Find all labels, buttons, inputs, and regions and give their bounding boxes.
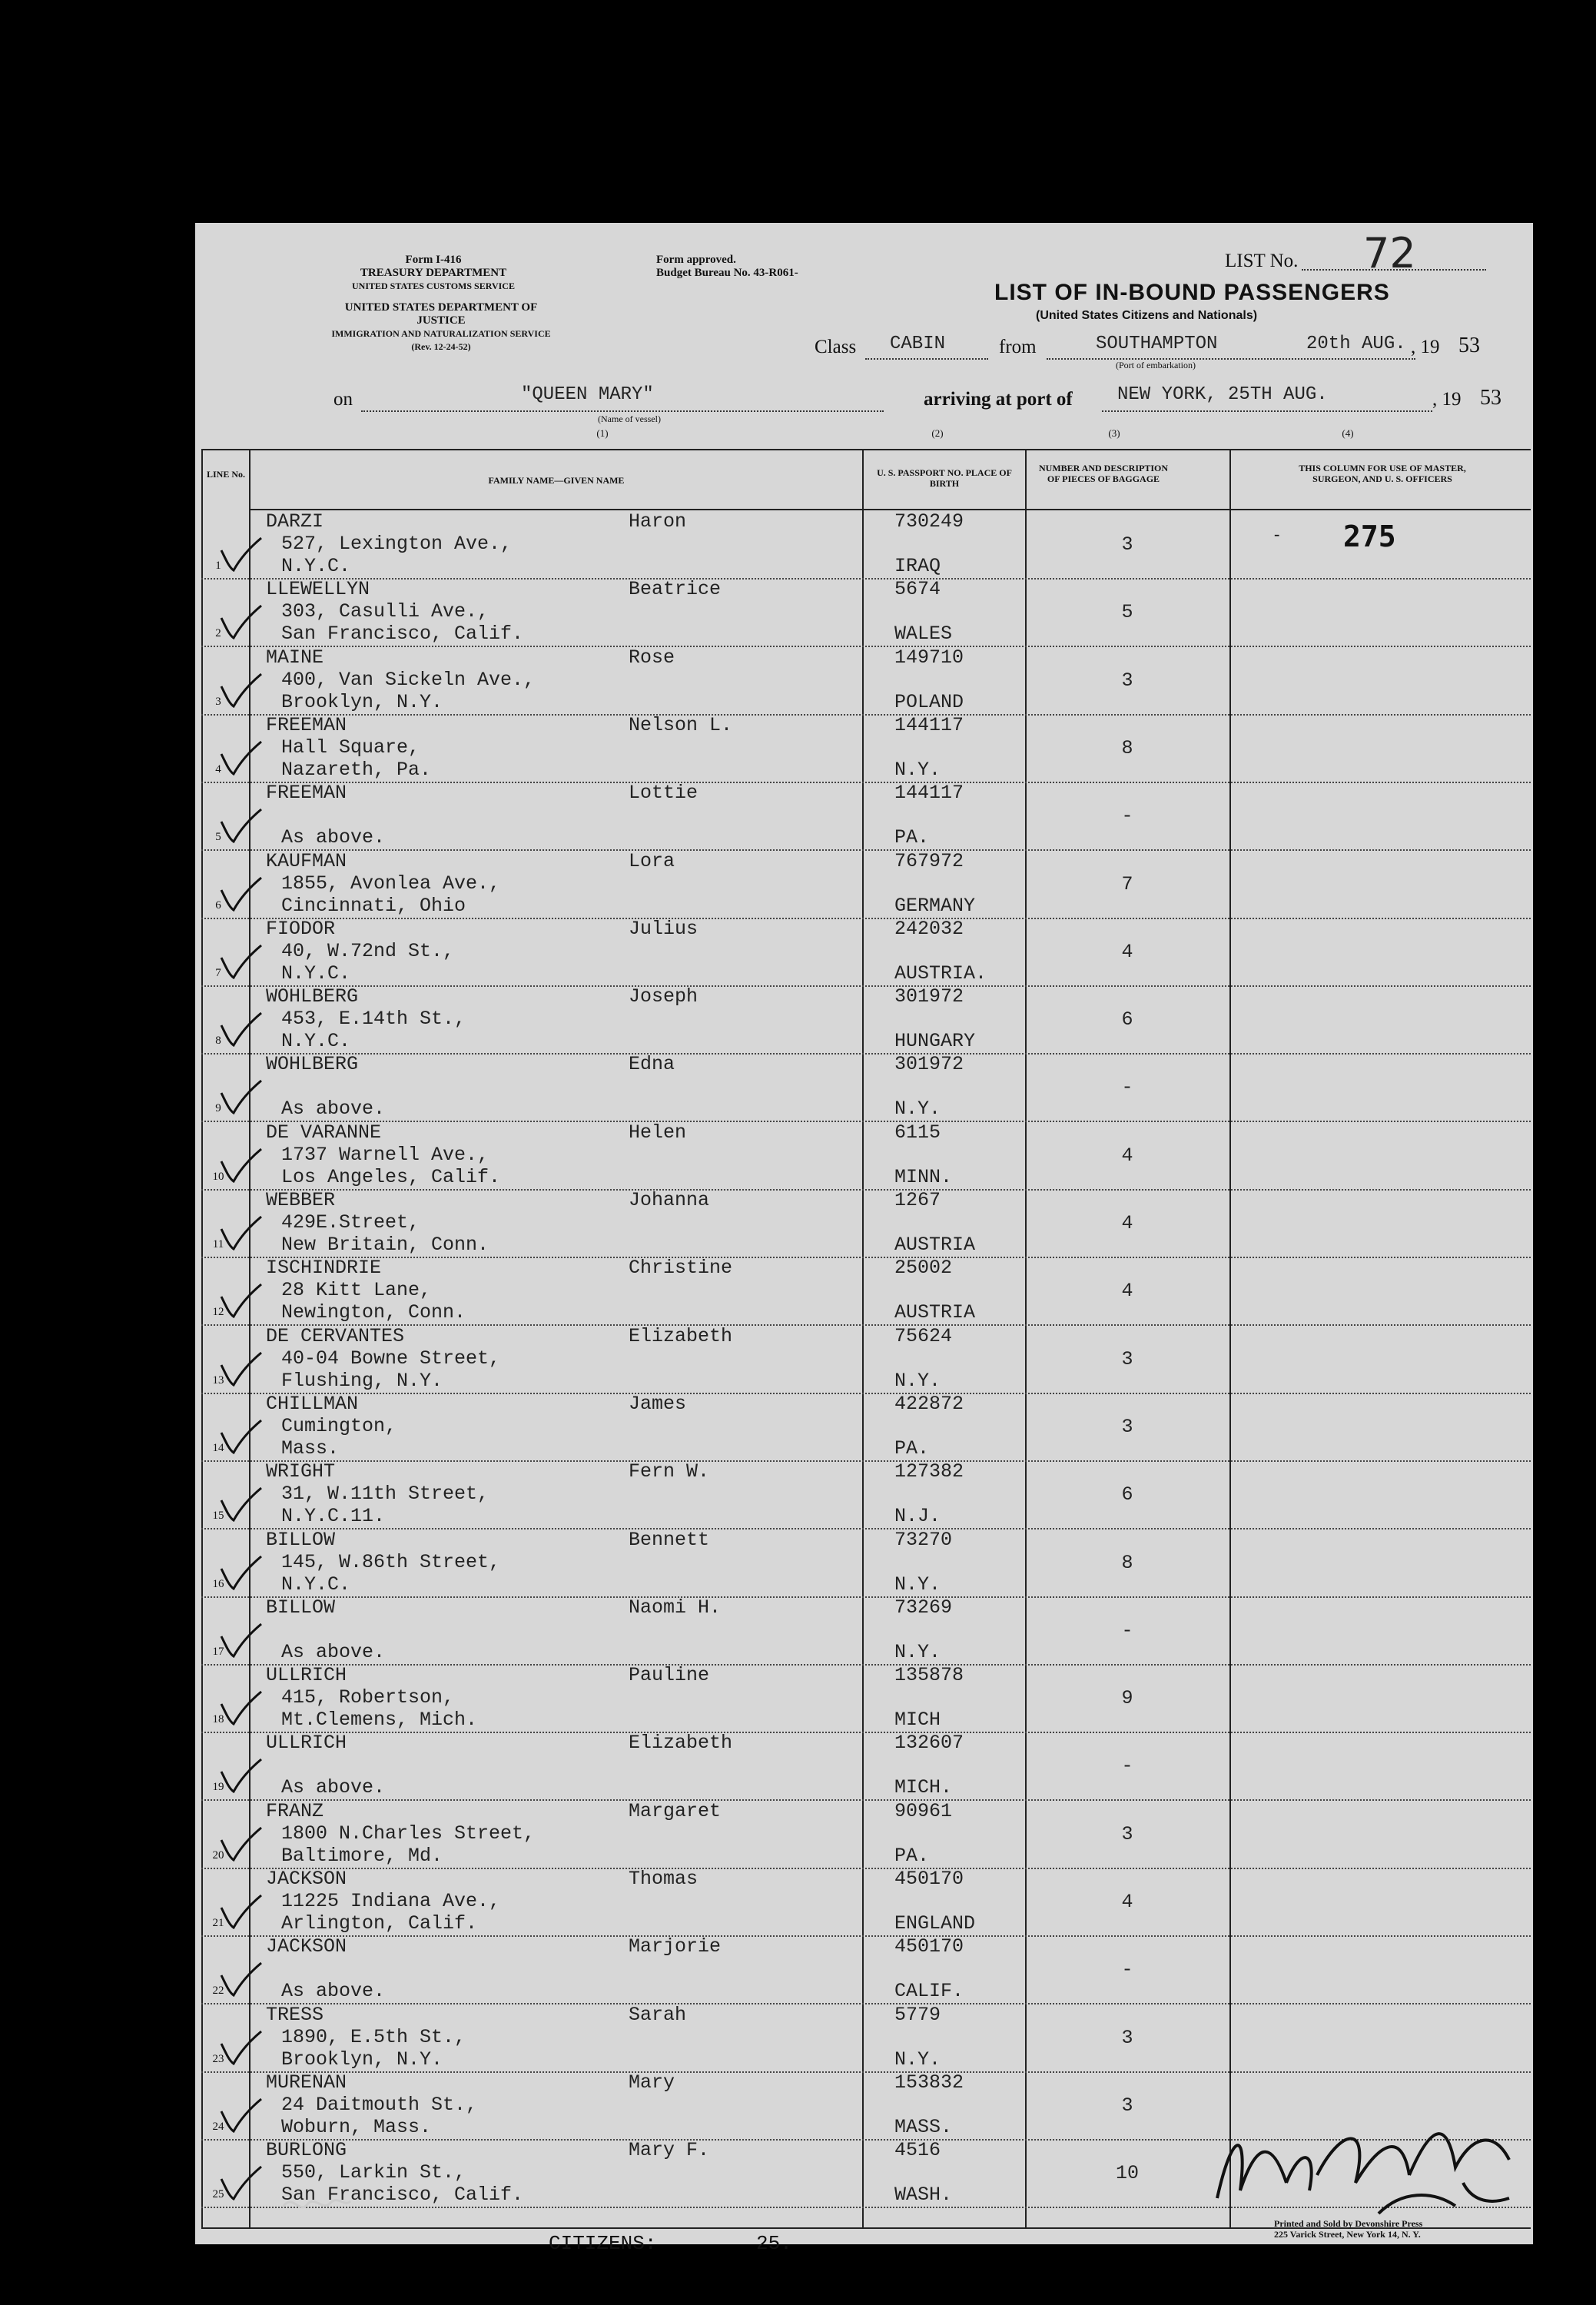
place-of-birth: IRAQ — [894, 555, 941, 577]
vessel-line — [361, 410, 884, 412]
place-of-birth: N.Y. — [894, 2048, 941, 2071]
given-name: Bennett — [629, 1528, 710, 1551]
baggage-count: - — [1121, 1958, 1133, 1981]
col-number-4: (4) — [1342, 427, 1354, 439]
baggage-count: 8 — [1121, 736, 1133, 759]
baggage-count: 3 — [1121, 2094, 1133, 2117]
address-line-1: 415, Robertson, — [281, 1686, 455, 1709]
form-approved-label: Form approved. — [656, 254, 736, 266]
table-row — [195, 1799, 1533, 1869]
passport-number: 153832 — [894, 2071, 964, 2094]
address-line-2: As above. — [281, 1776, 386, 1799]
table-row — [195, 1055, 1533, 1122]
line-number: 5 — [215, 831, 221, 844]
justice-block — [326, 301, 556, 354]
given-name: Lottie — [629, 782, 698, 805]
line-number: 10 — [212, 1170, 224, 1183]
form-number: Form I-416 — [405, 254, 462, 266]
given-name: Thomas — [629, 1868, 698, 1890]
family-name: MURENAN — [266, 2071, 347, 2094]
table-row — [195, 1394, 1533, 1462]
line-number: 21 — [212, 1917, 224, 1929]
address-line-1: 11225 Indiana Ave., — [281, 1890, 501, 1912]
passport-number: 73269 — [894, 1596, 953, 1619]
given-name: Marjorie — [629, 1935, 722, 1958]
family-name: BILLOW — [266, 1528, 336, 1551]
table-row — [195, 1666, 1533, 1733]
baggage-count: 6 — [1121, 1483, 1133, 1506]
given-name: Christine — [629, 1257, 733, 1280]
from-year-prefix: , 19 — [1411, 337, 1440, 357]
passport-number: 5779 — [894, 2003, 941, 2026]
passport-number: 127382 — [894, 1460, 964, 1483]
printer-line-2: 225 Varick Street, New York 14, N. Y. — [1274, 2229, 1421, 2240]
address-line-1: 550, Larkin St., — [281, 2161, 466, 2184]
agency-block — [318, 254, 549, 293]
table-row — [195, 580, 1533, 647]
place-of-birth: POLAND — [894, 690, 964, 713]
given-name: Lora — [629, 849, 675, 872]
baggage-count: 4 — [1121, 1280, 1133, 1303]
place-of-birth: MINN. — [894, 1165, 953, 1188]
port-caption: (Port of embarkation) — [1116, 360, 1196, 370]
page-subtitle: (United States Citizens and Nationals) — [1036, 309, 1258, 322]
family-name: CHILLMAN — [266, 1392, 359, 1415]
address-line-2: N.Y.C.11. — [281, 1505, 386, 1528]
passport-number: 135878 — [894, 1664, 964, 1687]
family-name: BURLONG — [266, 2139, 347, 2162]
line-number: 1 — [215, 560, 221, 572]
place-of-birth: CALIF. — [894, 1980, 964, 2003]
given-name: Fern W. — [629, 1460, 710, 1483]
officer-dash: - — [1274, 524, 1280, 543]
list-number-label: LIST No. — [1225, 251, 1299, 271]
given-name: Elizabeth — [629, 1732, 733, 1755]
table-row — [195, 987, 1533, 1055]
line-number: 18 — [212, 1713, 224, 1726]
family-name: WEBBER — [266, 1189, 336, 1211]
baggage-count: 8 — [1121, 1551, 1133, 1574]
line-number: 15 — [212, 1510, 224, 1523]
line-number: 2 — [215, 627, 221, 640]
given-name: Naomi H. — [629, 1596, 722, 1619]
address-line-2: Flushing, N.Y. — [281, 1369, 443, 1392]
address-line-2: As above. — [281, 1980, 386, 2003]
address-line-1: 145, W.86th Street, — [281, 1550, 501, 1573]
baggage-count: 4 — [1121, 1144, 1133, 1167]
line-number: 13 — [212, 1373, 224, 1387]
place-of-birth: N.Y. — [894, 1640, 941, 1663]
header-rule — [249, 509, 1531, 510]
address-line-2: As above. — [281, 1640, 386, 1663]
address-line-2: As above. — [281, 1098, 386, 1121]
table-row — [195, 1191, 1533, 1258]
class-line — [865, 358, 988, 360]
given-name: James — [629, 1392, 687, 1415]
address-line-1: 1737 Warnell Ave., — [281, 1143, 489, 1166]
passport-number: 25002 — [894, 1257, 953, 1280]
address-line-2: Woburn, Mass. — [281, 2115, 432, 2138]
table-row — [195, 1598, 1533, 1666]
family-name: MAINE — [266, 646, 324, 669]
from-line — [1047, 358, 1415, 360]
given-name: Elizabeth — [629, 1324, 733, 1347]
place-of-birth: AUSTRIA. — [894, 962, 987, 985]
address-line-1: 453, E.14th St., — [281, 1008, 466, 1031]
family-name: FREEMAN — [266, 782, 347, 805]
family-name: DE CERVANTES — [266, 1324, 405, 1347]
vessel-caption: (Name of vessel) — [598, 414, 661, 424]
family-name: ULLRICH — [266, 1732, 347, 1755]
family-name: FIODOR — [266, 917, 336, 940]
given-name: Rose — [629, 646, 675, 669]
table-row — [195, 1123, 1533, 1191]
passport-number: 144117 — [894, 713, 964, 736]
address-line-1: 1800 N.Charles Street, — [281, 1822, 536, 1845]
baggage-count: 9 — [1121, 1687, 1133, 1710]
family-name: FREEMAN — [266, 713, 347, 736]
address-line-1: 303, Casulli Ave., — [281, 600, 489, 623]
customs-label: UNITED STATES CUSTOMS SERVICE — [352, 281, 515, 291]
table-row — [195, 1937, 1533, 2004]
line-number: 16 — [212, 1577, 224, 1590]
family-name: TRESS — [266, 2003, 324, 2026]
given-name: Helen — [629, 1121, 687, 1144]
table-row — [195, 1258, 1533, 1326]
col-number-2: (2) — [931, 427, 944, 439]
address-line-2: Arlington, Calif. — [281, 1912, 478, 1935]
line-number: 11 — [212, 1238, 224, 1250]
baggage-count: 3 — [1121, 669, 1133, 692]
given-name: Edna — [629, 1053, 675, 1076]
table-row — [195, 1530, 1533, 1598]
passport-number: 301972 — [894, 985, 964, 1008]
line-number: 3 — [215, 695, 221, 708]
baggage-count: 3 — [1121, 533, 1133, 556]
col-number-1: (1) — [596, 427, 609, 439]
line-number: 20 — [212, 1848, 224, 1862]
header-baggage: NUMBER AND DESCRIPTION OF PIECES OF BAGGAGE — [1038, 463, 1169, 484]
from-date: 20th AUG. — [1306, 334, 1406, 354]
passport-number: 5674 — [894, 578, 941, 601]
address-line-2: N.Y.C. — [281, 1030, 351, 1053]
baggage-count: 7 — [1121, 872, 1133, 895]
line-number: 17 — [212, 1645, 224, 1658]
address-line-2: Mass. — [281, 1436, 340, 1460]
address-line-2: Cincinnati, Ohio — [281, 894, 466, 917]
passport-number: 73270 — [894, 1528, 953, 1551]
address-line-2: San Francisco, Calif. — [281, 623, 524, 646]
given-name: Nelson L. — [629, 713, 733, 736]
on-label: on — [333, 389, 353, 410]
family-name: WOHLBERG — [266, 985, 359, 1008]
line-number: 14 — [212, 1441, 224, 1454]
ins-label: IMMIGRATION AND NATURALIZATION SERVICE — [331, 328, 551, 339]
place-of-birth: N.Y. — [894, 1098, 941, 1121]
family-name: LLEWELLYN — [266, 578, 370, 601]
address-line-1: Cumington, — [281, 1414, 397, 1437]
arrival-year: 53 — [1480, 386, 1501, 410]
address-line-2: Nazareth, Pa. — [281, 758, 432, 781]
line-number: 19 — [212, 1781, 224, 1794]
line-number: 4 — [215, 762, 221, 776]
address-line-1: 24 Daitmouth St., — [281, 2093, 478, 2116]
rev-label: (Rev. 12-24-52) — [411, 341, 471, 352]
justice-label: UNITED STATES DEPARTMENT OF JUSTICE — [344, 301, 538, 327]
place-of-birth: MICH — [894, 1709, 941, 1732]
place-of-birth: N.J. — [894, 1505, 941, 1528]
family-name: ULLRICH — [266, 1664, 347, 1687]
passport-number: 132607 — [894, 1732, 964, 1755]
given-name: Sarah — [629, 2003, 687, 2026]
place-of-birth: N.Y. — [894, 1369, 941, 1392]
vessel-name: "QUEEN MARY" — [521, 384, 654, 405]
given-name: Margaret — [629, 1799, 722, 1822]
given-name: Johanna — [629, 1189, 710, 1211]
passport-number: 767972 — [894, 849, 964, 872]
from-label: from — [999, 337, 1037, 357]
table-row — [195, 919, 1533, 987]
address-line-2: Baltimore, Md. — [281, 1844, 443, 1867]
family-name: JACKSON — [266, 1868, 347, 1890]
place-of-birth: AUSTRIA — [894, 1234, 976, 1256]
address-line-1: Hall Square, — [281, 736, 420, 759]
given-name: Joseph — [629, 985, 698, 1008]
table-row — [195, 713, 1533, 783]
baggage-count: - — [1121, 1076, 1133, 1099]
place-of-birth: WASH. — [894, 2184, 953, 2207]
table-row — [195, 1462, 1533, 1529]
header-passport: U. S. PASSPORT NO. PLACE OF BIRTH — [877, 467, 1012, 489]
baggage-count: 3 — [1121, 1822, 1133, 1845]
address-line-2: Mt.Clemens, Mich. — [281, 1709, 478, 1732]
line-number: 23 — [212, 2052, 224, 2065]
line-number: 8 — [215, 1035, 221, 1048]
given-name: Beatrice — [629, 578, 722, 601]
passport-number: 242032 — [894, 917, 964, 940]
col-number-3: (3) — [1108, 427, 1120, 439]
address-line-2: Newington, Conn. — [281, 1301, 466, 1324]
address-line-1: 31, W.11th Street, — [281, 1483, 489, 1506]
place-of-birth: MICH. — [894, 1776, 953, 1799]
baggage-count: 3 — [1121, 1415, 1133, 1438]
treasury-label: TREASURY DEPARTMENT — [360, 267, 507, 279]
arriving-label: arriving at port of — [924, 389, 1073, 410]
family-name: FRANZ — [266, 1799, 324, 1822]
given-name: Mary — [629, 2071, 675, 2094]
passport-number: 1267 — [894, 1189, 941, 1211]
table-row — [195, 849, 1533, 919]
budget-label: Budget Bureau No. 43-R061- — [656, 267, 798, 279]
printer-line-1: Printed and Sold by Devonshire Press — [1274, 2218, 1423, 2229]
address-line-2: N.Y.C. — [281, 1573, 351, 1596]
arrival-line — [1102, 410, 1432, 412]
place-of-birth: N.Y. — [894, 758, 941, 781]
margin-initials — [277, 2184, 353, 2223]
table-row — [195, 1733, 1533, 1801]
family-name: DARZI — [266, 510, 324, 533]
passport-number: 730249 — [894, 510, 964, 533]
address-line-1: 527, Lexington Ave., — [281, 533, 513, 555]
table-row — [195, 648, 1533, 716]
address-line-1: 28 Kitt Lane, — [281, 1279, 432, 1302]
place-of-birth: WALES — [894, 623, 953, 646]
passport-number: 4516 — [894, 2139, 941, 2162]
baggage-count: 3 — [1121, 1347, 1133, 1370]
class-label: Class — [815, 337, 857, 357]
line-number: 12 — [212, 1306, 224, 1319]
address-line-1: 1890, E.5th St., — [281, 2025, 466, 2048]
officer-signature — [1202, 2098, 1525, 2229]
baggage-count: 4 — [1121, 1212, 1133, 1234]
baggage-count: 10 — [1115, 2162, 1139, 2185]
place-of-birth: AUSTRIA — [894, 1301, 976, 1324]
passport-number: 450170 — [894, 1868, 964, 1890]
family-name: BILLOW — [266, 1596, 336, 1619]
line-number: 25 — [212, 2188, 224, 2201]
place-of-birth: GERMANY — [894, 894, 976, 917]
family-name: DE VARANNE — [266, 1121, 382, 1144]
address-line-2: As above. — [281, 826, 386, 849]
passport-number: 6115 — [894, 1121, 941, 1144]
baggage-count: 4 — [1121, 1891, 1133, 1913]
officer-note: 275 — [1343, 520, 1396, 553]
page-title: LIST OF IN-BOUND PASSENGERS — [994, 280, 1390, 305]
address-line-1: 40-04 Bowne Street, — [281, 1347, 501, 1370]
place-of-birth: ENGLAND — [894, 1912, 976, 1935]
line-number: 24 — [212, 2120, 224, 2133]
passport-number: 75624 — [894, 1324, 953, 1347]
given-name: Julius — [629, 917, 698, 940]
family-name: ISCHINDRIE — [266, 1257, 382, 1280]
passport-number: 450170 — [894, 1935, 964, 1958]
line-number: 7 — [215, 966, 221, 979]
arrival-year-prefix: , 19 — [1432, 389, 1462, 410]
passport-number: 144117 — [894, 782, 964, 805]
table-row — [195, 783, 1533, 851]
place-of-birth: MASS. — [894, 2115, 953, 2138]
table-row — [195, 1869, 1533, 1937]
baggage-count: - — [1121, 1619, 1133, 1642]
header-line-no: LINE No. — [206, 469, 245, 480]
table-row — [195, 512, 1533, 580]
address-line-2: San Francisco, Calif. — [281, 2184, 524, 2207]
address-line-2: Brooklyn, N.Y. — [281, 690, 443, 713]
header-name: FAMILY NAME—GIVEN NAME — [488, 475, 625, 486]
baggage-count: - — [1121, 1755, 1133, 1778]
place-of-birth: PA. — [894, 1844, 930, 1867]
citizens-count: 25. — [756, 2232, 792, 2255]
citizens-label: CITIZENS: — [549, 2232, 657, 2255]
passport-number: 90961 — [894, 1799, 953, 1822]
place-of-birth: N.Y. — [894, 1573, 941, 1596]
from-year: 53 — [1458, 334, 1480, 357]
list-number-value: 72 — [1363, 229, 1416, 277]
header-officers: THIS COLUMN FOR USE OF MASTER, SURGEON, AND U. S. OFFICERS — [1299, 463, 1466, 484]
from-port: SOUTHAMPTON — [1096, 334, 1218, 354]
place-of-birth: PA. — [894, 1436, 930, 1460]
baggage-count: 3 — [1121, 2026, 1133, 2049]
address-line-1: 400, Van Sickeln Ave., — [281, 668, 536, 691]
family-name: KAUFMAN — [266, 849, 347, 872]
given-name: Haron — [629, 510, 687, 533]
family-name: WOHLBERG — [266, 1053, 359, 1076]
given-name: Pauline — [629, 1664, 710, 1687]
family-name: WRIGHT — [266, 1460, 336, 1483]
line-number: 6 — [215, 898, 221, 912]
budget-block — [656, 254, 887, 280]
address-line-2: New Britain, Conn. — [281, 1234, 489, 1256]
place-of-birth: PA. — [894, 826, 930, 849]
passport-number: 301972 — [894, 1053, 964, 1076]
given-name: Mary F. — [629, 2139, 710, 2162]
baggage-count: 5 — [1121, 601, 1133, 624]
address-line-2: Los Angeles, Calif. — [281, 1165, 501, 1188]
manifest-sheet — [195, 223, 1533, 2255]
address-line-2: N.Y.C. — [281, 555, 351, 577]
passport-number: 149710 — [894, 646, 964, 669]
address-line-1: 1855, Avonlea Ave., — [281, 872, 501, 895]
address-line-2: Brooklyn, N.Y. — [281, 2048, 443, 2071]
table-row — [195, 2005, 1533, 2073]
address-line-2: N.Y.C. — [281, 962, 351, 985]
line-number: 22 — [212, 1984, 224, 1998]
line-number: 9 — [215, 1102, 221, 1115]
table-row — [195, 1324, 1533, 1394]
baggage-count: 4 — [1121, 940, 1133, 963]
family-name: JACKSON — [266, 1935, 347, 1958]
baggage-count: 6 — [1121, 1008, 1133, 1031]
address-line-1: 40, W.72nd St., — [281, 939, 455, 962]
address-line-1: 429E.Street, — [281, 1211, 420, 1234]
baggage-count: - — [1121, 805, 1133, 828]
class-value: CABIN — [890, 334, 946, 354]
place-of-birth: HUNGARY — [894, 1030, 976, 1053]
passport-number: 422872 — [894, 1392, 964, 1415]
arrival-port-date: NEW YORK, 25TH AUG. — [1117, 384, 1328, 405]
